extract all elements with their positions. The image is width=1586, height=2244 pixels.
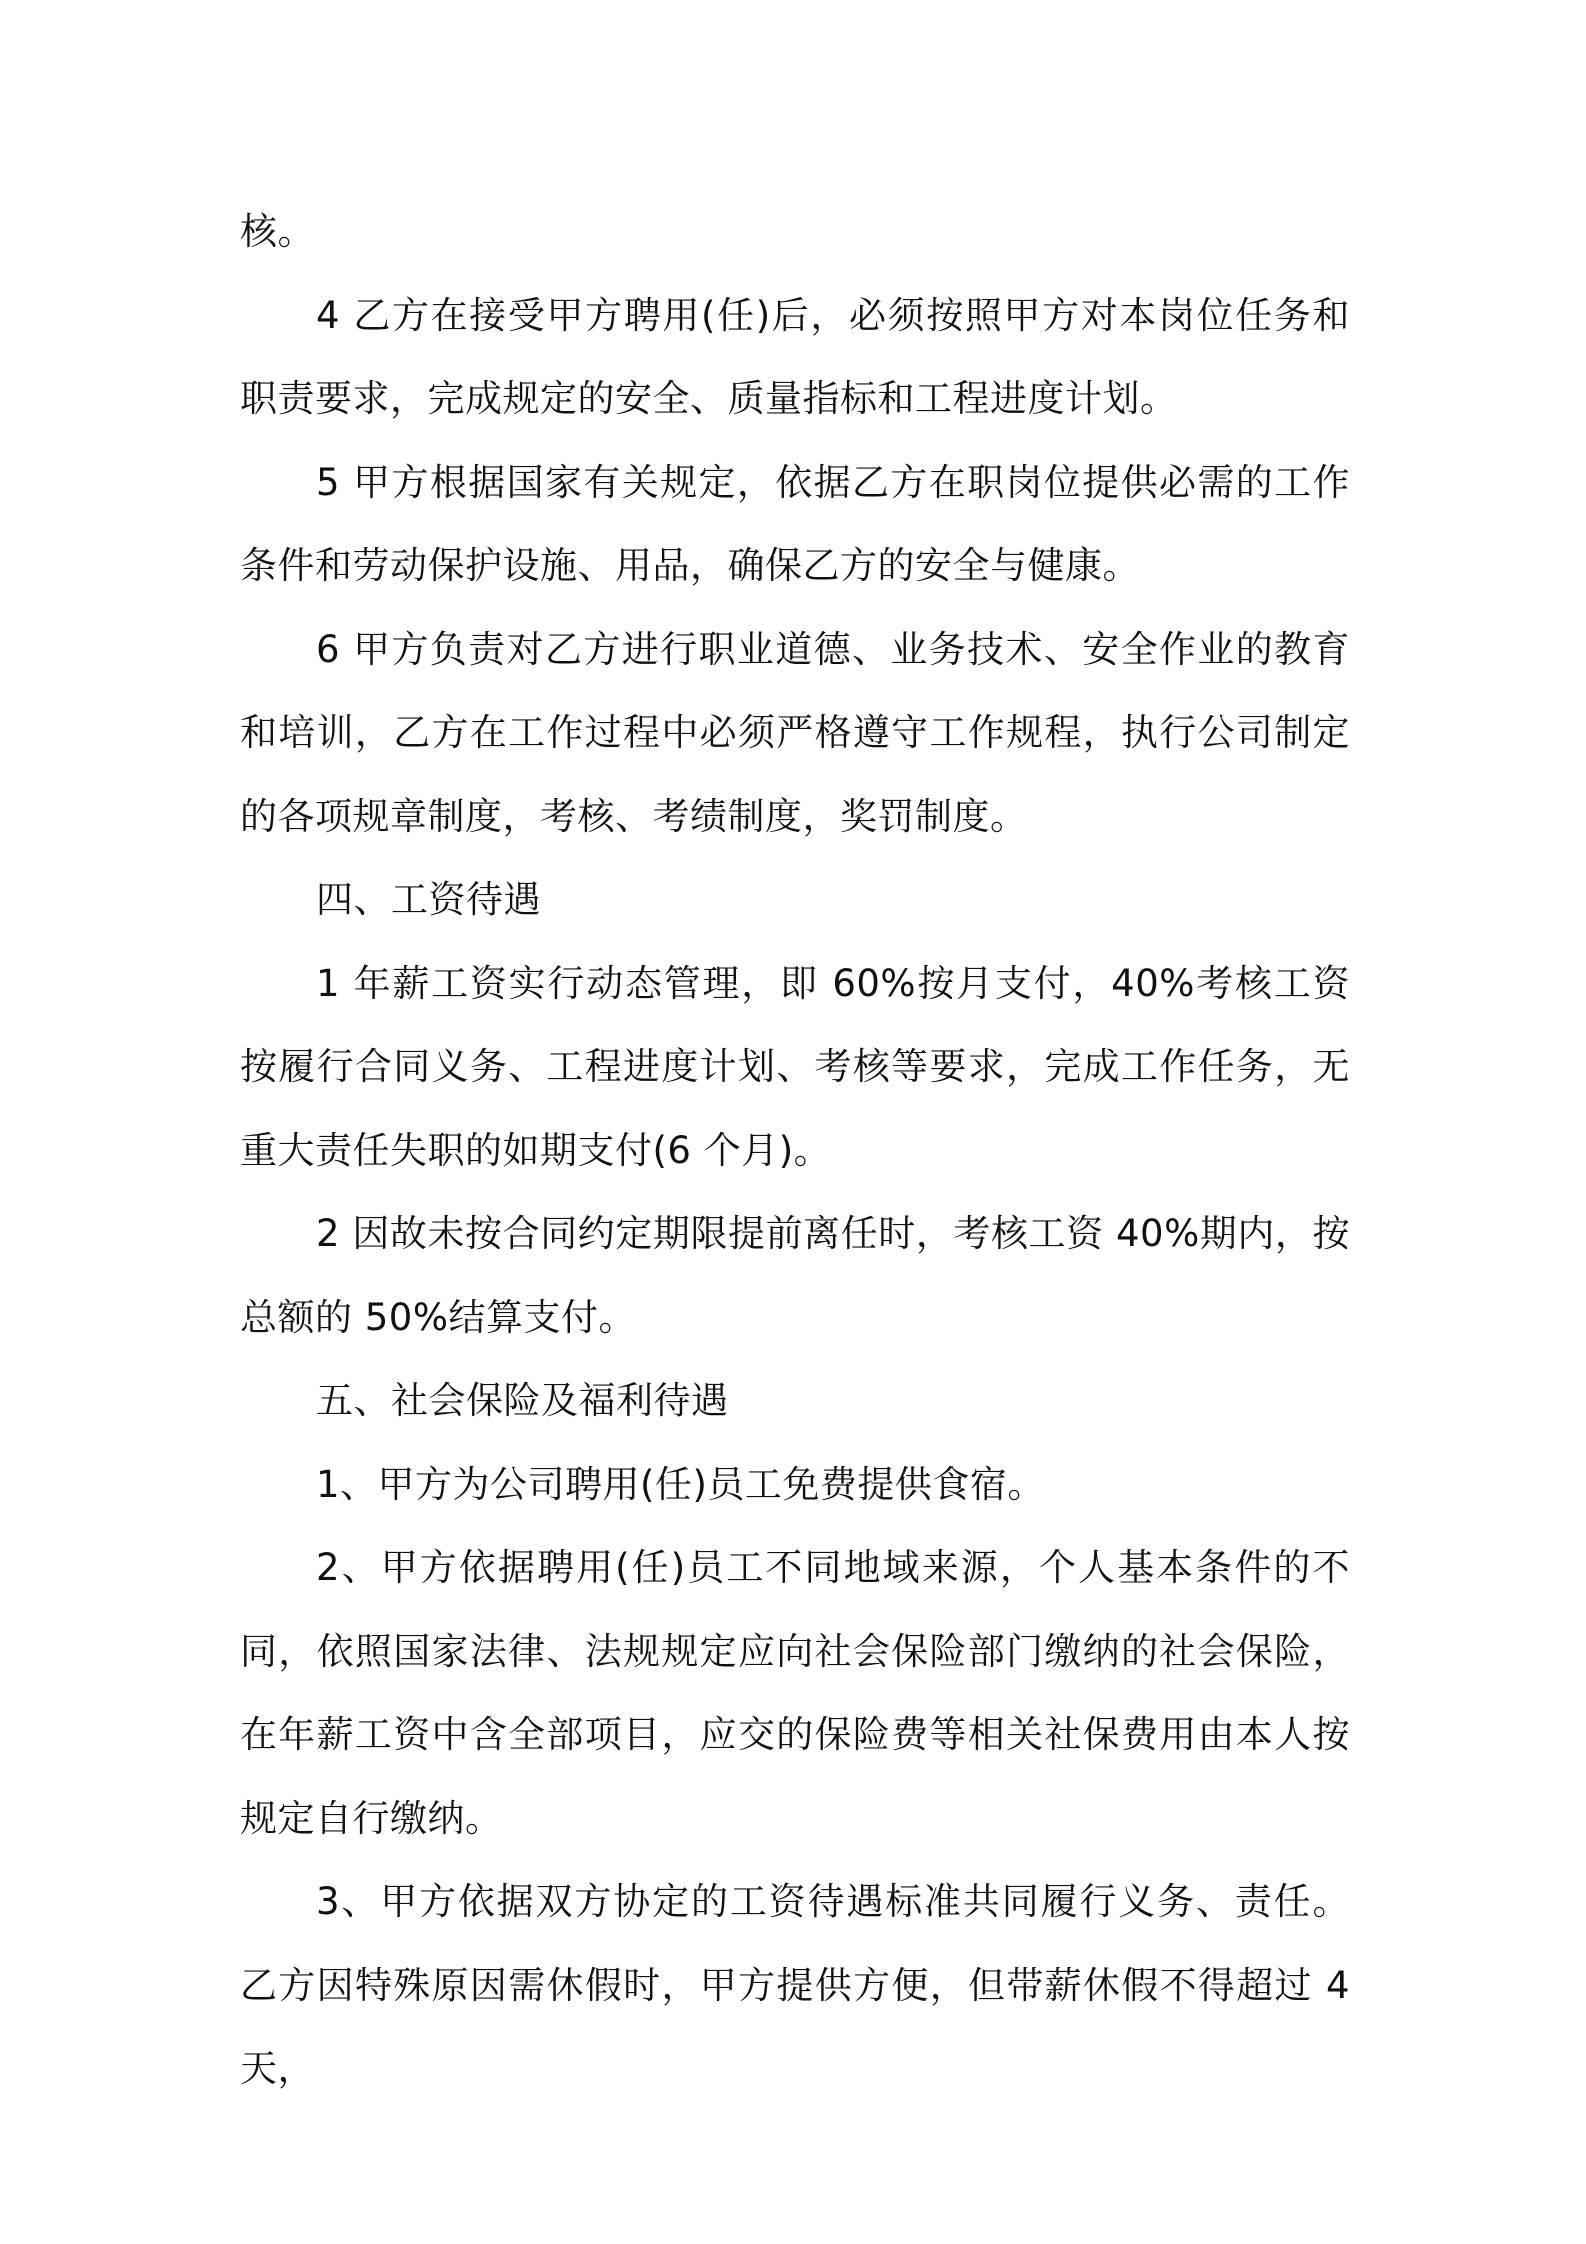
paragraph-wage-2: 2 因故未按合同约定期限提前离任时，考核工资 40%期内，按总额的 50%结算支付。 [240,1212,1350,1339]
paragraph-insurance-1: 1、甲方为公司聘用(任)员工免费提供食宿。 [316,1462,1045,1506]
paragraph-clause-4: 4 乙方在接受甲方聘用(任)后，必须按照甲方对本岗位任务和职责要求，完成规定的安全、质量指标和工程进度计划。 [240,293,1350,420]
paragraph-insurance-3: 3、甲方依据双方协定的工资待遇标准共同履行义务、责任。乙方因特殊原因需休假时，甲方提供方便，但带薪休假不得超过 4 天， [240,1880,1350,2090]
paragraph-continuation: 核。 [240,210,315,253]
section-heading-wages: 四、工资待遇 [316,878,541,921]
paragraph-clause-6: 6 甲方负责对乙方进行职业道德、业务技术、安全作业的教育和培训，乙方在工作过程中必须严格遵守工作规程，执行公司制定的各项规章制度，考核、考绩制度，奖罚制度。 [240,627,1350,838]
section-heading-insurance: 五、社会保险及福利待遇 [316,1379,729,1422]
paragraph-wage-1: 1 年薪工资实行动态管理，即 60%按月支付，40%考核工资按履行合同义务、工程进度计划、考核等要求，完成工作任务，无重大责任失职的如期支付(6 个月)。 [240,961,1350,1172]
paragraph-insurance-2: 2、甲方依据聘用(任)员工不同地域来源，个人基本条件的不同，依照国家法律、法规规定应向社会保险部门缴纳的社会保险，在年薪工资中含全部项目，应交的保险费等相关社保费用由本人按规定自行缴纳。 [240,1546,1350,1840]
paragraph-clause-5: 5 甲方根据国家有关规定，依据乙方在职岗位提供必需的工作条件和劳动保护设施、用品，确保乙方的安全与健康。 [240,460,1350,587]
document-body [240,190,1350,2111]
